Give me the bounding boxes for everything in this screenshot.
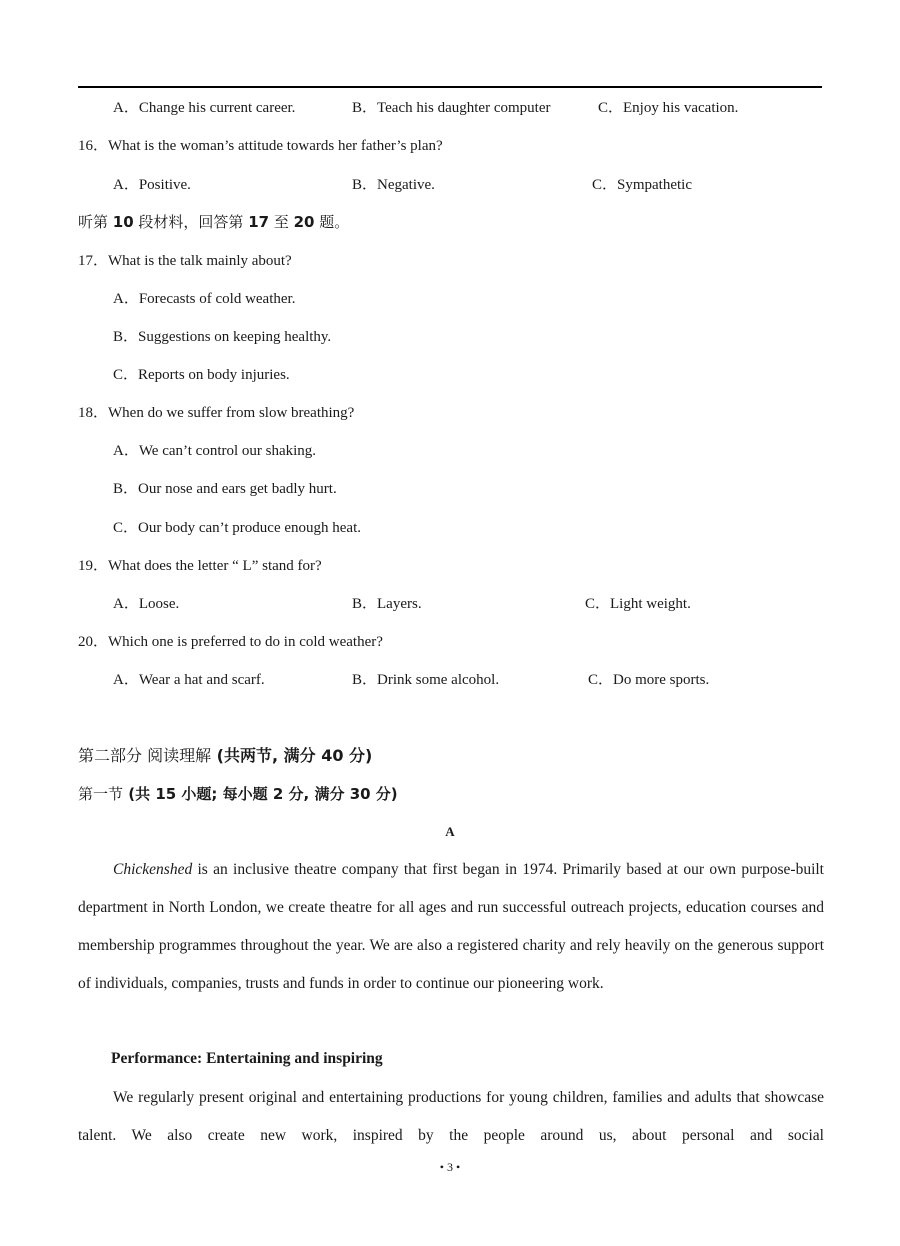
option-text: Teach his daughter computer: [377, 100, 551, 116]
instruction-text: 听第: [78, 213, 113, 231]
section1-title: 第一节: [78, 785, 124, 803]
option-text: We can’t control our shaking.: [138, 443, 317, 459]
question-text: When do we suffer from slow breathing?: [108, 405, 355, 421]
option-label: B．: [113, 481, 139, 497]
question-number: 18．: [78, 405, 109, 421]
q16-option-a: [113, 175, 191, 195]
question-number: 19．: [78, 558, 109, 574]
option-text: Reports on body injuries.: [138, 367, 290, 383]
instruction-text: 题。: [314, 213, 350, 231]
section1-text: 分): [370, 785, 398, 803]
section1-number: 2: [272, 785, 284, 803]
option-label: C．: [588, 672, 614, 688]
instruction-passage-10: [78, 212, 349, 232]
q16-option-b: [352, 175, 435, 195]
option-text: Change his current career.: [138, 100, 296, 116]
section1-text: 小题; 每小题: [176, 785, 273, 803]
page-number: • 3 •: [439, 1160, 461, 1174]
option-label: A．: [113, 596, 139, 612]
q19-option-a: [113, 594, 179, 614]
instruction-number: 20: [293, 213, 315, 231]
question-17: [78, 251, 292, 271]
paragraph-text: is an inclusive theatre company that first began in 1974. Primarily based at our own purpose-built department in North London, we create theatre for all ages and run successful outreach projects, education courses and membership programmes throughout the year. We are also a registered charity and rely heavily on the generous support of individuals, companies, trusts and funds in order to continue our pioneering work.: [78, 861, 824, 992]
instruction-number: 17: [248, 213, 270, 231]
section1-text: (共: [123, 785, 156, 803]
part2-heading: [78, 746, 372, 766]
option-label: A．: [113, 291, 139, 307]
header-rule: [78, 86, 822, 88]
question-text: What is the woman’s attitude towards her father’s plan?: [108, 138, 443, 154]
option-label: A．: [113, 177, 139, 193]
option-text: Negative.: [377, 177, 435, 193]
option-text: Our body can’t produce enough heat.: [138, 520, 362, 536]
question-text: What does the letter “ L” stand for?: [108, 558, 322, 574]
option-text: Loose.: [138, 596, 180, 612]
option-label: B．: [352, 100, 378, 116]
part2-paren-close: 分): [343, 746, 373, 765]
q20-option-c: [588, 670, 709, 690]
option-label: A．: [113, 100, 139, 116]
q19-option-c: [585, 594, 691, 614]
option-text: Drink some alcohol.: [377, 672, 500, 688]
section1-number: 15: [155, 785, 177, 803]
option-label: B．: [352, 596, 378, 612]
question-19: [78, 556, 322, 576]
option-text: Layers.: [377, 596, 422, 612]
option-label: C．: [598, 100, 624, 116]
part2-paren-open: (共两节, 满分: [211, 746, 322, 765]
q18-option-c: [113, 518, 361, 538]
q20-option-b: [352, 670, 499, 690]
question-number: 16．: [78, 138, 109, 154]
option-text: Wear a hat and scarf.: [138, 672, 265, 688]
option-text: Suggestions on keeping healthy.: [138, 329, 332, 345]
option-label: C．: [585, 596, 611, 612]
q15-option-a: [113, 98, 295, 118]
option-label: A．: [113, 443, 139, 459]
option-text: Light weight.: [610, 596, 691, 612]
option-text: Do more sports.: [613, 672, 710, 688]
q17-option-a: [113, 289, 295, 309]
part2-score: 40: [321, 746, 344, 765]
question-text: Which one is preferred to do in cold weather?: [108, 634, 383, 650]
q18-option-b: [113, 479, 337, 499]
q16-option-c: [592, 175, 692, 195]
question-16: [78, 136, 443, 156]
option-text: Forecasts of cold weather.: [138, 291, 296, 307]
section1-number: 30: [349, 785, 371, 803]
question-number: 20．: [78, 634, 109, 650]
instruction-text: 至: [269, 213, 294, 231]
passage-paragraph-1: [78, 851, 824, 1003]
option-label: A．: [113, 672, 139, 688]
option-label: B．: [352, 672, 378, 688]
instruction-number: 10: [112, 213, 134, 231]
section1-heading: [78, 784, 398, 804]
question-number: 17．: [78, 253, 109, 269]
theatre-name: Chickenshed: [113, 861, 193, 878]
passage-subheading: Performance: Entertaining and inspiring: [111, 1050, 383, 1067]
option-text: Enjoy his vacation.: [623, 100, 739, 116]
part2-title: 第二部分 阅读理解: [78, 746, 212, 765]
passage-letter: A: [445, 824, 455, 839]
q15-option-b: [352, 98, 550, 118]
option-label: C．: [113, 520, 139, 536]
option-text: Our nose and ears get badly hurt.: [138, 481, 337, 497]
q19-option-b: [352, 594, 422, 614]
option-label: C．: [592, 177, 618, 193]
option-text: Positive.: [138, 177, 191, 193]
question-18: [78, 403, 354, 423]
q15-option-c: [598, 98, 738, 118]
q20-option-a: [113, 670, 265, 690]
option-text: Sympathetic: [617, 177, 693, 193]
question-20: [78, 632, 383, 652]
q17-option-b: [113, 327, 331, 347]
question-text: What is the talk mainly about?: [108, 253, 292, 269]
passage-paragraph-2: We regularly present original and entertaining productions for young children, families and adults that showcase talent. We also create new work, inspired by the people around us, about personal and social: [78, 1089, 824, 1144]
q18-option-a: [113, 441, 316, 461]
instruction-text: 段材料，回答第: [133, 213, 249, 231]
option-label: B．: [113, 329, 139, 345]
option-label: B．: [352, 177, 378, 193]
q17-option-c: [113, 365, 290, 385]
section1-text: 分, 满分: [283, 785, 350, 803]
option-label: C．: [113, 367, 139, 383]
